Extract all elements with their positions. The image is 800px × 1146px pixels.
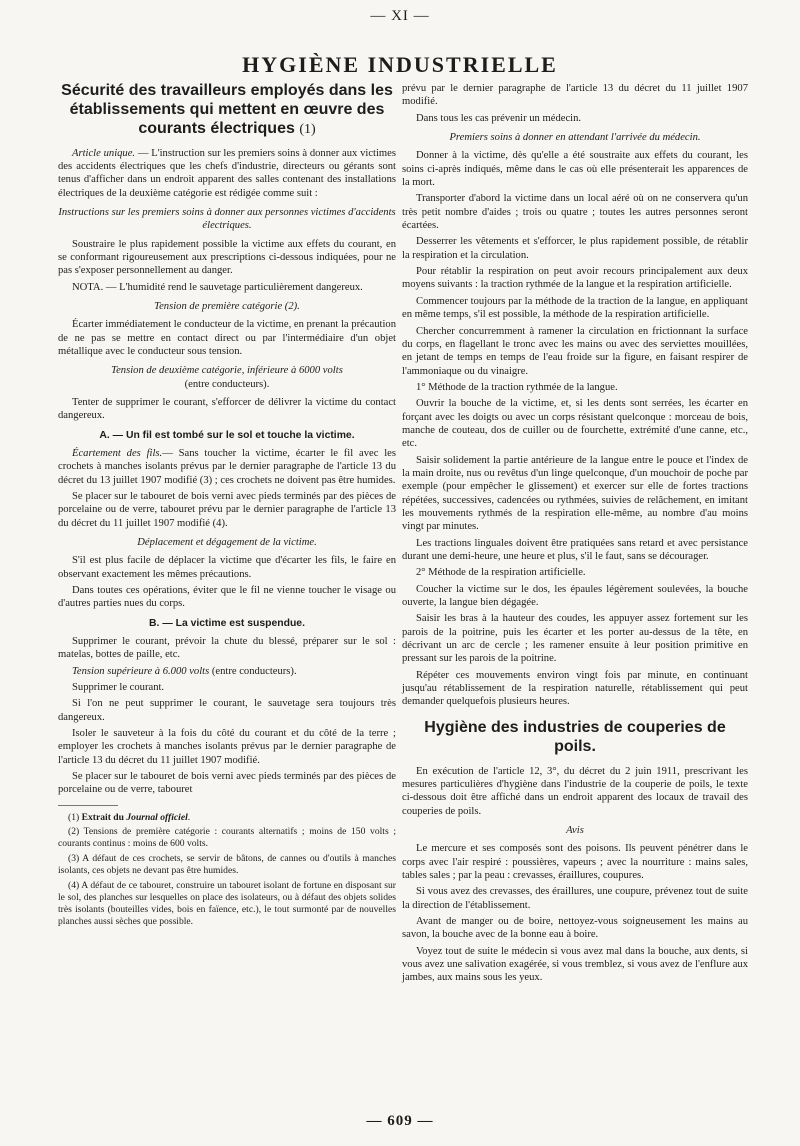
instructions-title: Instructions sur les premiers soins à donner aux personnes victimes d'accidents électriques. xyxy=(58,207,396,232)
footnote-1-italic: Journal officiel xyxy=(126,811,188,823)
avis-paragraph-2: Si vous avez des crevasses, des éraillures, une coupure, prévenez tout de suite la direction de l'établissement. xyxy=(402,886,748,911)
ecartement-text: — Sans toucher la victime, écarter le fil avec les crochets à manches isolants prévus par le dernier paragraphe de l'article 13 du décret du 13 juillet 1907 modifié (3) ; ces crochets ne doivent pas être humides. xyxy=(58,447,396,486)
continuation-1: prévu par le dernier paragraphe de l'article 13 du décret du 11 juillet 1907 modifié. xyxy=(402,83,748,108)
section-a-title: A. — Un fil est tombé sur le sol et touche la victime. xyxy=(99,429,355,441)
tension2-title: Tension de deuxième catégorie, inférieure à 6000 volts xyxy=(111,365,343,377)
nota-label: NOTA. xyxy=(72,281,104,293)
nota-text: — L'humidité rend le sauvetage particulièrement dangereux. xyxy=(103,281,363,293)
footnotes xyxy=(58,812,396,928)
article-title-couperies: Hygiène des industries de couperies de poils. xyxy=(424,718,726,755)
method-1-heading: 1° Méthode de la traction rythmée de la langue. xyxy=(416,381,618,393)
b-text-1: Supprimer le courant, prévoir la chute du blessé, préparer sur le sol : matelas, bottes de paille, etc. xyxy=(58,635,396,661)
ecartement-paragraph xyxy=(58,447,396,487)
paragraph-soustraire: Soustraire le plus rapidement possible la victime aux effets du courant, en se conformant rigoureusement aux prescriptions ci-dessous indiquées, pour ne pas s'exposer personnellement au danger. xyxy=(58,238,396,277)
footnote-1 xyxy=(58,812,396,824)
couperies-intro: En exécution de l'article 12, 3°, du décret du 2 juin 1911, prescrivant les mesures particulières d'hygiène dans l'industrie de la couperie de poils, le texte ci-dessous doit être affiché dans un endroit apparent des locaux de travail des couperies de poils. xyxy=(402,765,748,817)
right-paragraph-12: Coucher la victime sur le dos, les épaules légèrement soulevées, la bouche ouverte, la langue bien dégagée. xyxy=(402,583,748,609)
top-folio: — XI — xyxy=(370,8,430,24)
section-b-title: B. — La victime est suspendue. xyxy=(149,617,305,629)
deplacement-text: S'il est plus facile de déplacer la victime que d'écarter les fils, le faire en observant exactement les mêmes précautions. xyxy=(58,555,396,580)
article-title-securite xyxy=(58,82,396,139)
footnote-ref-1: (1) xyxy=(299,121,316,137)
method-2-heading: 2° Méthode de la respiration artificielle. xyxy=(416,567,586,579)
continuation-2: Dans tous les cas prévenir un médecin. xyxy=(416,112,582,124)
avis-title: Avis xyxy=(566,824,584,836)
b-tension-lead: Tension supérieure à 6.000 volts xyxy=(72,665,210,677)
right-paragraph-13: Saisir les bras à la hauteur des coudes, les appuyer assez fortement sur les parois de la poitrine, puis les écarter et les porter au-dessus de la tête, en décrivant un arc de cercle ; les ramener ensuite à leur position primitive en pressant sur les parois de la poitrine. xyxy=(402,613,748,665)
footnote-1-end: . xyxy=(187,811,191,823)
right-paragraph-5: Commencer toujours par la méthode de la traction de la langue, en appliquant en même temps, s'il est possible, la méthode de la respiration artificielle. xyxy=(402,295,748,321)
nota-paragraph xyxy=(58,281,396,294)
tension2-sub: (entre conducteurs). xyxy=(184,378,270,390)
tension1-text: Écarter immédiatement le conducteur de la victime, en prenant la précaution de ne pas se mettre en contact direct ou par l'intermédiaire d'un objet métallique avec le conducteur sous tension. xyxy=(58,319,396,358)
b-text-2: Supprimer le courant. xyxy=(72,681,165,693)
b-text-4: Isoler le sauveteur à la fois du côté du courant et du côté de la terre ; employer les crochets à manches isolants prévus par le dernier paragraphe de l'article 13 du décret du 11 juillet 1907 modifié. xyxy=(58,727,396,766)
article-title-text: Sécurité des travailleurs employés dans les établissements qui mettent en œuvre des courants électriques xyxy=(61,82,393,137)
right-paragraph-6: Chercher concurremment à ramener la circulation en frictionnant la surface du corps, en flagellant le tronc avec les mains ou avec des serviettes mouillées, en jetant de temps en temps de l'eau froide sur la figure, en faisant respirer de l'ammoniaque ou du vinaigre. xyxy=(402,325,748,377)
b-text-3: Si l'on ne peut supprimer le courant, le sauvetage sera toujours très dangereux. xyxy=(58,698,396,723)
right-paragraph-2: Transporter d'abord la victime dans un local aéré où on ne conservera qu'un très petit nombre d'aides ; trois ou quatre ; toutes les autres personnes seront écartées. xyxy=(402,193,748,232)
right-column xyxy=(402,82,748,988)
right-paragraph-14: Répéter ces mouvements environ vingt fois par minute, en continuant jusqu'au rétablissement de la respiration naturelle, rétablissement qui peut demander quelquefois plusieurs heures. xyxy=(402,669,748,708)
intro-paragraph xyxy=(58,147,396,200)
right-paragraph-4: Pour rétablir la respiration on peut avoir recours principalement aux deux moyens suivants : la traction rythmée de la langue et la respiration artificielle. xyxy=(402,266,748,291)
premiers-soins-title: Premiers soins à donner en attendant l'arrivée du médecin. xyxy=(449,132,701,144)
footnote-divider xyxy=(58,805,118,806)
right-paragraph-8: Ouvrir la bouche de la victime, et, si les dents sont serrées, les écarter en forçant avec les doigts ou avec un corps résistant quelconque : morceau de bois, manche de couteau, dos de cuiller ou de fourchette, extrémité d'une canne, etc., etc. xyxy=(402,398,748,450)
footnote-1-num: (1) xyxy=(68,811,82,823)
tension2-text: Tenter de supprimer le courant, s'efforcer de délivrer la victime du contact dangereux. xyxy=(58,397,396,422)
right-paragraph-9: Saisir solidement la partie antérieure de la langue entre le pouce et l'index de la main droite, nus ou revêtus d'un linge quelconque, d'un mouchoir de poche par exemple (pour empêcher le glissement) et exercer sur elle de fortes tractions répétées, successives, cadencées ou rythmées, suivies de relâchement, en imitant les mouvements rythmés de la respiration elle-même, au nombre d'au moins vingt par minutes. xyxy=(402,454,748,533)
right-paragraph-1: Donner à la victime, dès qu'elle a été soustraite aux effets du courant, les soins ci-après indiqués, même dans le cas où elle présenterait les apparences de la mort. xyxy=(402,150,748,189)
tabouret-paragraph: Se placer sur le tabouret de bois verni avec pieds terminés par des pièces de porcelaine ou de verre, tabouret prévu par le dernier paragraphe de l'article 13 du décret du 11 juillet 1907 modifié (4). xyxy=(58,490,396,529)
section-title: HYGIÈNE INDUSTRIELLE xyxy=(242,52,558,77)
avis-paragraph-1: Le mercure et ses composés sont des poisons. Ils peuvent pénétrer dans le corps avec l'air respiré : poussières, vapeurs ; avec la nourriture : mains sales, tables sales ; par la peau : crevasses, éraillures, coupures. xyxy=(402,843,748,881)
deplacement-text-2: Dans toutes ces opérations, éviter que le fil ne vienne toucher le visage ou d'autres parties nues du corps. xyxy=(58,585,396,610)
footnote-3: (3) A défaut de ces crochets, se servir de bâtons, de cannes ou d'outils à manches isolants, ces objets ne devant pas être humides. xyxy=(58,853,396,877)
footnote-1-lead: Extrait du xyxy=(81,811,127,823)
b-tension-paragraph xyxy=(58,665,396,678)
footnote-2: (2) Tensions de première catégorie : courants alternatifs ; moins de 150 volts ; courants continus : moins de 600 volts. xyxy=(58,826,396,850)
deplacement-title: Déplacement et dégagement de la victime. xyxy=(137,536,317,548)
avis-paragraph-3: Avant de manger ou de boire, nettoyez-vous soigneusement les mains au savon, la bouche avec de la bonne eau à boire. xyxy=(402,915,748,941)
intro-lead: Article unique. xyxy=(72,147,136,159)
footnote-4: (4) A défaut de ce tabouret, construire un tabouret isolant de fortune en disposant sur le sol, des planches sur lesquelles on place des isolateurs, ou à défaut des objets solides très isolants (bouteilles vides, bois en faïence, etc.), le tout surmonté par de nouvelles planches aussi sèches que possible. xyxy=(58,880,396,927)
intro-text: — L'instruction sur les premiers soins à donner aux victimes des accidents électriques que les chefs d'industrie, directeurs ou gérants sont tenus d'afficher dans un endroit apparent des salles contenant des installations électriques de la deuxième catégorie est rédigée comme suit : xyxy=(58,147,396,199)
b-text-5: Se placer sur le tabouret de bois verni avec pieds terminés par des pièces de porcelaine ou de verre, tabouret xyxy=(58,770,396,796)
left-column xyxy=(58,82,396,931)
right-paragraph-10: Les tractions linguales doivent être pratiquées sans retard et avec persistance durant une demi-heure, une heure et plus, s'il le faut, sans se décourager. xyxy=(402,537,748,562)
ecartement-lead: Écartement des fils. xyxy=(72,447,163,459)
bottom-folio: — 609 — xyxy=(366,1113,434,1129)
avis-paragraph-4: Voyez tout de suite le médecin si vous avez mal dans la bouche, aux dents, si vous avez une salivation exagérée, si vous tremblez, si vous avez de l'enflure aux jambes, aux mains sous les yeux. xyxy=(402,945,748,984)
right-paragraph-3: Desserrer les vêtements et s'efforcer, le plus rapidement possible, de rétablir la respiration et la circulation. xyxy=(402,236,748,261)
b-tension-rest: (entre conducteurs). xyxy=(209,665,297,677)
tension1-title: Tension de première catégorie (2). xyxy=(154,301,300,313)
